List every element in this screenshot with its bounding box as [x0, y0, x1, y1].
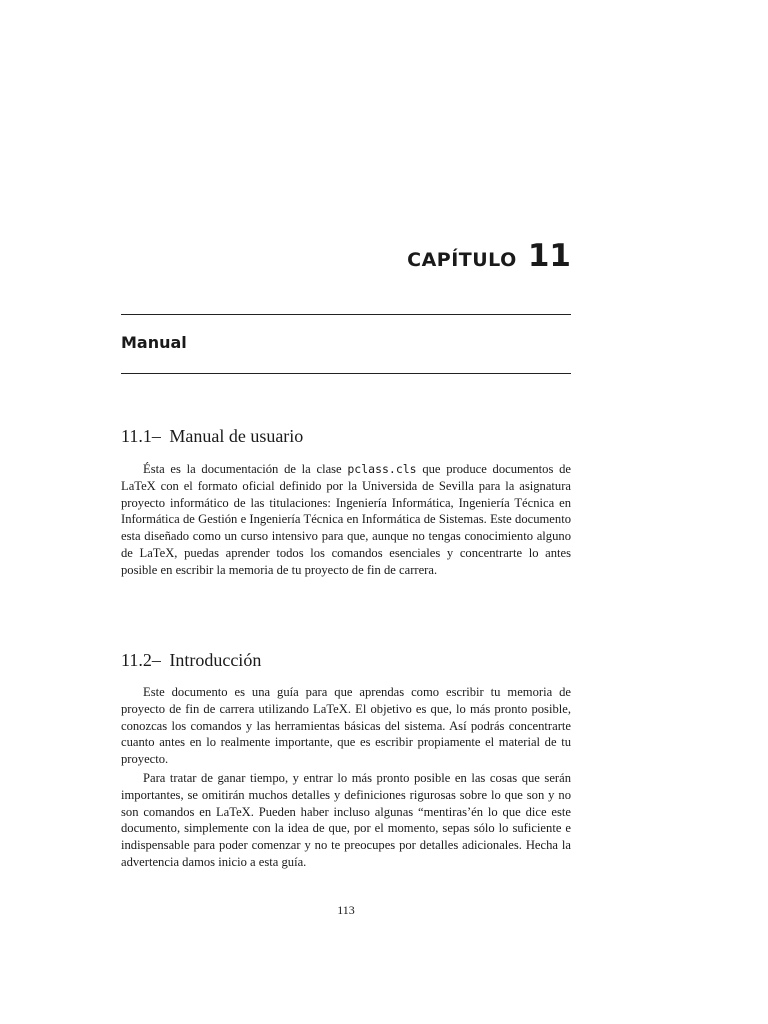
paragraph: Para tratar de ganar tiempo, y entrar lo más pronto posible en las cosas que serán importantes, se omitirán muchos detalles y definiciones rigurosas sobre lo que son y no son comandos en LaTeX. Pueden haber incluso algunas “mentiras’én lo que dice este documento, simplemente con la idea de que, por el momento, sepas sólo lo suficiente e indispensable para poder comenzar y no te preocupes por detalles adicionales. Hecha la advertencia damos inicio a esta guía. — [121, 771, 571, 869]
chapter-title-top-rule — [121, 314, 571, 315]
paragraph-text: que produce documentos de LaTeX con el formato oficial definido por la Universida de Sevilla para la asignatura proyecto informático de las titulaciones: Ingeniería Informática, Ingeniería Técnica en Informática de Gestión e Ingeniería Técnica en Informática de Sistemas. Este documento esta diseñado como un curso intensivo para que, aunque no tengas conocimiento alguno de LaTeX, puedas aprender todos los comandos esenciales y concentrarte lo antes posible en escribir la memoria de tu proyecto de fin de carrera. — [121, 462, 571, 577]
paragraph: Este documento es una guía para que aprendas como escribir tu memoria de proyecto de fin de carrera utilizando LaTeX. El objetivo es que, lo más pronto posible, conozcas los comandos y las herramientas básicas del sistema. Así podrás concentrarte cuanto antes en lo realmente importante, que es escribir propiamente el material de tu proyecto. — [121, 685, 571, 767]
class-file-name: pclass.cls — [347, 462, 417, 476]
paragraph — [121, 461, 571, 579]
section-heading-introduction — [121, 650, 261, 671]
section-title: Introducción — [169, 650, 262, 670]
chapter-heading — [407, 238, 571, 274]
chapter-label: CAPÍTULO — [407, 249, 517, 271]
section-number: 11.2– — [121, 650, 161, 670]
section-heading-user-manual — [121, 426, 303, 447]
chapter-number: 11 — [527, 238, 571, 274]
paragraph-text: Ésta es la documentación de la clase — [143, 462, 348, 476]
section-title: Manual de usuario — [169, 426, 304, 446]
page-number: 113 — [337, 903, 355, 917]
chapter-title: Manual — [121, 333, 187, 352]
section-number: 11.1– — [121, 426, 161, 446]
chapter-title-bottom-rule — [121, 373, 571, 374]
document-page — [121, 0, 571, 1024]
